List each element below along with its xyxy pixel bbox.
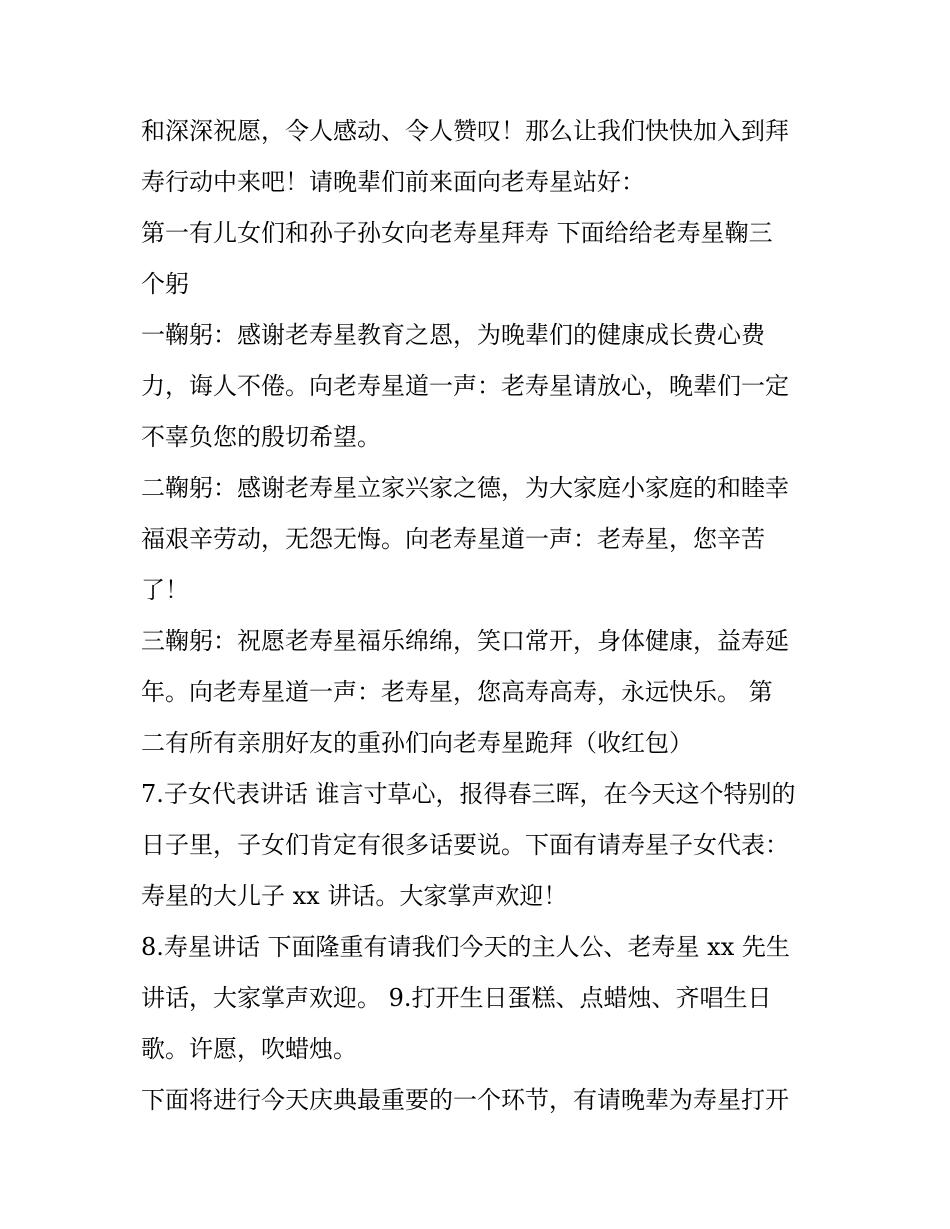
- text-line: 三鞠躬：祝愿老寿星福乐绵绵，笑口常开，身体健康，益寿延: [141, 627, 789, 655]
- text-line: 第一有儿女们和孙子孙女向老寿星拜寿 下面给给老寿星鞠三: [141, 219, 773, 247]
- text-line: 了！: [141, 576, 189, 604]
- text-line: 和深深祝愿，令人感动、令人赞叹！那么让我们快快加入到拜: [141, 117, 789, 145]
- text-line: 寿星的大儿子 xx 讲话。大家掌声欢迎！: [141, 882, 568, 910]
- text-line: 寿行动中来吧！请晚辈们前来面向老寿星站好：: [141, 168, 645, 196]
- text-line: 7.子女代表讲话 谁言寸草心，报得春三晖，在今天这个特别的: [141, 780, 796, 808]
- text-line: 下面将进行今天庆典最重要的一个环节，有请晚辈为寿星打开: [141, 1086, 789, 1114]
- text-line: 个躬: [141, 270, 189, 298]
- text-line: 讲话，大家掌声欢迎。 9.打开生日蛋糕、点蜡烛、齐唱生日: [141, 984, 772, 1012]
- text-line: 日子里，子女们肯定有很多话要说。下面有请寿星子女代表：: [141, 831, 789, 859]
- text-line: 8.寿星讲话 下面隆重有请我们今天的主人公、老寿星 xx 先生: [141, 933, 790, 961]
- text-line: 二鞠躬：感谢老寿星立家兴家之德，为大家庭小家庭的和睦幸: [141, 474, 789, 502]
- body-text: [141, 106, 821, 1126]
- text-line: 年。向老寿星道一声：老寿星，您高寿高寿，永远快乐。 第: [141, 678, 773, 706]
- text-line: 一鞠躬：感谢老寿星教育之恩，为晚辈们的健康成长费心费: [141, 321, 765, 349]
- text-line: 福艰辛劳动，无怨无悔。向老寿星道一声：老寿星，您辛苦: [141, 525, 765, 553]
- text-line: 二有所有亲朋好友的重孙们向老寿星跪拜（收红包）: [141, 729, 693, 757]
- text-line: 不辜负您的殷切希望。: [141, 423, 381, 451]
- text-line: 歌。许愿，吹蜡烛。: [141, 1035, 357, 1063]
- text-line: 力，诲人不倦。向老寿星道一声：老寿星请放心，晚辈们一定: [141, 372, 789, 400]
